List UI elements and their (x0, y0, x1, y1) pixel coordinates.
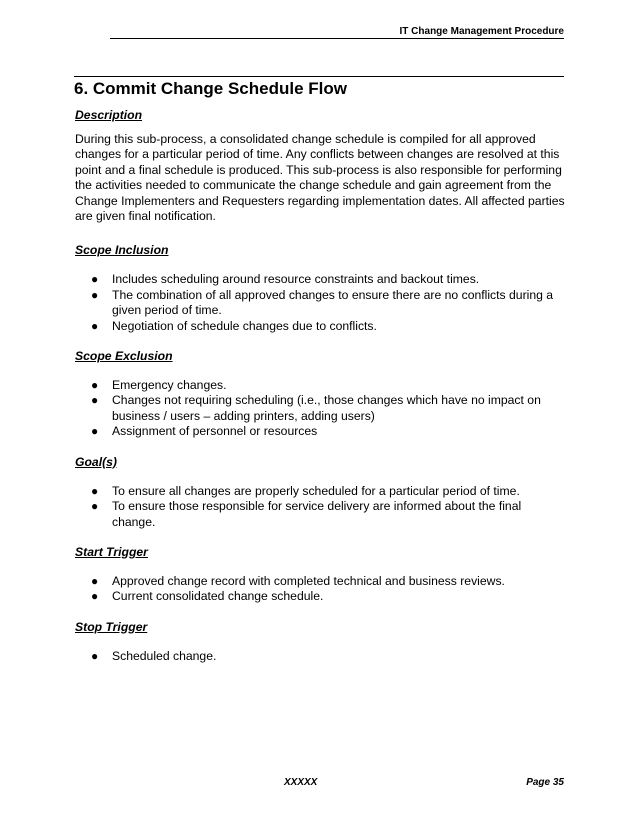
document-body (75, 107, 565, 664)
bullet-list (75, 484, 565, 530)
footer-center-text: XXXXX (284, 777, 318, 788)
bullet-icon: ● (91, 483, 99, 498)
list-item (75, 484, 565, 499)
bullet-icon: ● (91, 287, 99, 302)
description-paragraph: During this sub-process, a consolidated change schedule is compiled for all approved changes for a particular period of time. Any conflicts between changes are resolved at this point and a final schedule is produced. This sub-process is also responsible for performing the activities needed to communicate the change schedule and gain agreement from the Change Implementers and Requesters regarding implementation dates. All affected parties are given final notification. (75, 132, 565, 224)
list-item-text: Current consolidated change schedule. (112, 589, 324, 604)
list-item (75, 649, 565, 664)
bullet-icon: ● (91, 573, 99, 588)
section-heading: Scope Exclusion (75, 349, 173, 364)
page-header (110, 26, 564, 39)
chapter-title: 6. Commit Change Schedule Flow (74, 76, 564, 99)
list-item (75, 589, 565, 604)
list-item-text: Includes scheduling around resource constraints and backout times. (112, 272, 480, 287)
section-scope-exclusion (75, 348, 565, 440)
bullet-icon: ● (91, 393, 99, 408)
page-footer (74, 777, 564, 791)
list-item (75, 574, 565, 589)
list-item-text: To ensure those responsible for service delivery are informed about the final change. (112, 499, 522, 529)
list-item-text: To ensure all changes are properly scheduled for a particular period of time. (112, 483, 520, 498)
bullet-list (75, 649, 565, 664)
list-item (75, 319, 565, 334)
section-heading: Stop Trigger (75, 619, 148, 634)
bullet-icon: ● (91, 272, 99, 287)
list-item-text: Changes not requiring scheduling (i.e., those changes which have no impact on business / users – adding printers, adding users) (112, 393, 541, 423)
bullet-list (75, 378, 565, 440)
list-item (75, 378, 565, 393)
list-item-text: Assignment of personnel or resources (112, 424, 318, 439)
list-item-text: Negotiation of schedule changes due to conflicts. (112, 318, 377, 333)
bullet-icon: ● (91, 589, 99, 604)
page-number: Page 35 (526, 777, 564, 788)
bullet-list (75, 574, 565, 605)
list-item (75, 393, 565, 424)
list-item (75, 288, 565, 319)
section-heading: Scope Inclusion (75, 243, 169, 258)
list-item-text: The combination of all approved changes to ensure there are no conflicts during a given period of time. (112, 287, 554, 318)
bullet-icon: ● (91, 318, 99, 333)
bullet-list (75, 272, 565, 334)
section-goals (75, 454, 565, 530)
section-heading: Description (75, 108, 143, 122)
section-scope-inclusion (75, 242, 565, 334)
bullet-icon: ● (91, 648, 99, 663)
bullet-icon: ● (91, 499, 99, 514)
section-heading: Start Trigger (75, 544, 148, 559)
list-item (75, 272, 565, 287)
list-item-text: Scheduled change. (112, 648, 217, 663)
section-start-trigger (75, 544, 565, 605)
header-title: IT Change Management Procedure (399, 26, 564, 37)
list-item-text: Emergency changes. (112, 378, 227, 393)
bullet-icon: ● (91, 378, 99, 393)
list-item (75, 499, 565, 530)
list-item-text: Approved change record with completed technical and business reviews. (112, 573, 505, 588)
bullet-icon: ● (91, 424, 99, 439)
section-description (75, 107, 565, 224)
list-item (75, 424, 565, 439)
section-heading: Goal(s) (75, 454, 117, 469)
section-stop-trigger (75, 619, 565, 664)
